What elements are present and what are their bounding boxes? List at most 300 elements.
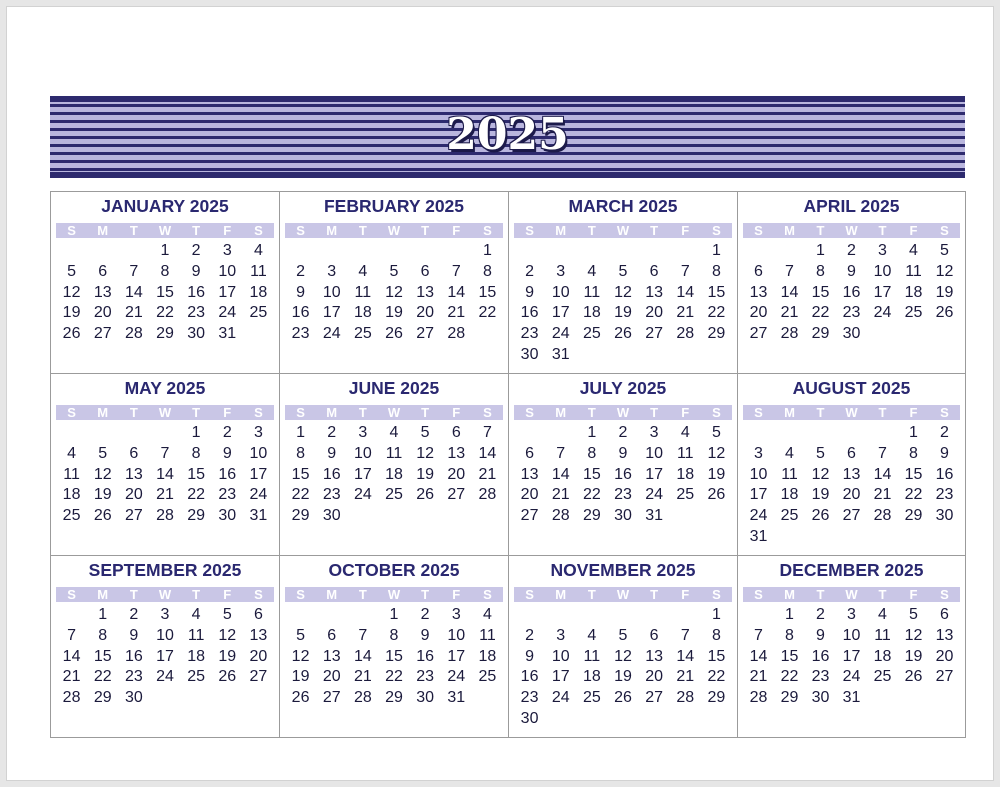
- day-number: 29: [93, 689, 112, 707]
- weekday-header: [514, 223, 732, 238]
- weekday-label: S: [525, 405, 534, 420]
- day-number: 14: [62, 647, 81, 665]
- day-number: 30: [614, 507, 632, 525]
- day-number: 22: [811, 304, 830, 322]
- day-number: 12: [935, 262, 954, 280]
- day-grid: [514, 423, 732, 527]
- day-number: 12: [218, 626, 237, 644]
- weekday-label: F: [452, 405, 461, 420]
- day-number: 2: [816, 606, 825, 623]
- day-number: 1: [587, 424, 597, 441]
- day-number: 2: [525, 262, 535, 280]
- day-grid: [56, 241, 274, 345]
- day-number: 20: [322, 668, 341, 686]
- day-number: 24: [249, 486, 268, 504]
- day-number: 16: [935, 465, 954, 483]
- empty-day: [347, 241, 378, 262]
- empty-day: [285, 605, 316, 626]
- weekday-label: S: [296, 405, 305, 420]
- day-number: 28: [676, 325, 695, 343]
- day-number: 8: [711, 626, 721, 644]
- day-number: 14: [551, 465, 570, 483]
- day-number: 17: [447, 647, 466, 665]
- year-title: 2025: [446, 109, 569, 160]
- weekday-label: T: [129, 405, 138, 420]
- month-title: APRIL 2025: [803, 196, 900, 216]
- empty-day: [347, 605, 378, 626]
- day-number: 1: [711, 606, 721, 623]
- empty-day: [441, 241, 472, 262]
- day-number: 28: [551, 507, 570, 525]
- day-number: 7: [482, 424, 492, 441]
- month-panel: [51, 556, 280, 738]
- day-number: 18: [676, 465, 695, 483]
- day-number: 28: [780, 325, 799, 343]
- day-number: 8: [389, 626, 399, 644]
- weekday-label: S: [940, 223, 949, 238]
- empty-day: [56, 423, 87, 444]
- day-number: 13: [645, 647, 664, 665]
- day-number: 23: [218, 486, 237, 504]
- day-number: 12: [416, 444, 435, 462]
- day-number: 9: [191, 262, 201, 280]
- day-number: 7: [785, 262, 794, 280]
- weekday-label: W: [158, 405, 172, 420]
- day-number: 21: [551, 486, 570, 504]
- month-panel: [280, 374, 509, 556]
- day-number: 4: [587, 626, 597, 644]
- day-number: 20: [842, 486, 861, 504]
- weekday-label: T: [421, 587, 430, 602]
- day-number: 22: [478, 304, 497, 322]
- day-number: 21: [873, 486, 892, 504]
- day-number: 3: [847, 606, 856, 623]
- empty-day: [545, 241, 576, 262]
- weekday-label: S: [525, 587, 534, 602]
- day-number: 15: [904, 465, 923, 483]
- day-number: 8: [98, 626, 108, 644]
- day-number: 4: [253, 242, 263, 259]
- month-title: AUGUST 2025: [792, 378, 911, 398]
- day-number: 28: [478, 486, 497, 504]
- day-number: 6: [327, 626, 337, 644]
- day-number: 24: [873, 304, 892, 322]
- weekday-label: W: [387, 587, 401, 602]
- day-number: 3: [451, 606, 461, 623]
- day-number: 17: [353, 465, 372, 483]
- day-number: 15: [811, 283, 830, 301]
- empty-day: [316, 241, 347, 262]
- day-number: 23: [520, 325, 539, 343]
- day-number: 22: [385, 668, 403, 686]
- day-number: 18: [873, 647, 892, 665]
- day-number: 25: [582, 325, 601, 343]
- weekday-label: F: [909, 587, 918, 602]
- day-number: 31: [842, 689, 861, 707]
- empty-day: [514, 423, 545, 444]
- day-number: 5: [940, 242, 949, 259]
- day-number: 8: [160, 262, 170, 280]
- day-number: 8: [587, 444, 597, 462]
- day-number: 10: [551, 283, 570, 301]
- day-number: 14: [156, 465, 174, 483]
- weekday-label: T: [192, 223, 201, 238]
- day-number: 17: [842, 647, 861, 665]
- empty-day: [149, 423, 180, 444]
- day-number: 2: [847, 242, 856, 259]
- day-number: 3: [222, 242, 232, 259]
- day-number: 9: [847, 262, 856, 280]
- weekday-header: [285, 587, 503, 602]
- day-number: 19: [93, 486, 112, 504]
- day-number: 2: [940, 424, 949, 441]
- day-number: 14: [676, 283, 695, 301]
- day-number: 20: [416, 304, 435, 322]
- weekday-label: M: [97, 405, 109, 420]
- day-number: 5: [389, 262, 399, 280]
- day-number: 29: [707, 325, 726, 343]
- weekday-label: W: [845, 223, 858, 238]
- day-number: 15: [582, 465, 601, 483]
- day-number: 5: [618, 626, 628, 644]
- day-number: 23: [291, 325, 310, 343]
- day-number: 18: [582, 668, 601, 686]
- weekday-label: W: [845, 587, 858, 602]
- day-number: 26: [904, 668, 923, 686]
- weekday-label: F: [909, 405, 918, 420]
- day-number: 17: [322, 304, 341, 322]
- day-number: 19: [935, 283, 954, 301]
- day-number: 15: [156, 283, 174, 301]
- day-number: 24: [156, 668, 174, 686]
- day-number: 7: [160, 444, 170, 462]
- day-number: 9: [525, 283, 535, 301]
- day-number: 7: [556, 444, 566, 462]
- day-number: 21: [780, 304, 799, 322]
- day-number: 27: [520, 507, 539, 525]
- day-number: 5: [420, 424, 430, 441]
- month-title: SEPTEMBER 2025: [88, 560, 242, 580]
- day-number: 7: [129, 262, 139, 280]
- day-number: 6: [754, 262, 763, 280]
- day-number: 24: [353, 486, 372, 504]
- day-number: 3: [556, 626, 566, 644]
- day-number: 28: [749, 689, 768, 707]
- day-number: 30: [520, 709, 539, 727]
- day-number: 30: [811, 689, 830, 707]
- weekday-label: T: [192, 405, 201, 420]
- day-number: 11: [385, 444, 403, 462]
- day-number: 4: [909, 242, 918, 259]
- day-number: 5: [296, 626, 306, 644]
- day-number: 26: [707, 486, 726, 504]
- day-number: 25: [904, 304, 923, 322]
- empty-day: [670, 605, 701, 626]
- day-number: 24: [447, 668, 466, 686]
- month-panel: [738, 374, 966, 556]
- day-number: 11: [250, 262, 267, 280]
- day-number: 13: [645, 283, 664, 301]
- day-number: 19: [614, 304, 632, 322]
- day-number: 9: [618, 444, 628, 462]
- weekday-label: T: [650, 223, 659, 238]
- weekday-label: S: [67, 223, 76, 238]
- day-number: 11: [187, 626, 205, 644]
- weekday-label: M: [326, 587, 338, 602]
- day-number: 9: [525, 647, 535, 665]
- day-number: 10: [645, 444, 664, 462]
- day-number: 10: [156, 626, 174, 644]
- day-grid: [743, 605, 960, 709]
- weekday-label: S: [296, 587, 305, 602]
- empty-day: [285, 241, 316, 262]
- day-number: 31: [551, 345, 570, 363]
- day-number: 19: [707, 465, 726, 483]
- day-number: 20: [447, 465, 466, 483]
- day-number: 17: [645, 465, 664, 483]
- weekday-header: [514, 587, 732, 602]
- day-number: 9: [296, 283, 306, 301]
- empty-day: [607, 241, 638, 262]
- weekday-label: F: [681, 223, 690, 238]
- weekday-label: S: [754, 223, 763, 238]
- day-grid: [514, 241, 732, 366]
- day-number: 21: [447, 304, 466, 322]
- month-title: JULY 2025: [579, 378, 667, 398]
- day-number: 2: [129, 606, 139, 623]
- empty-day: [743, 423, 774, 444]
- weekday-header: [743, 587, 960, 602]
- day-number: 6: [940, 606, 949, 623]
- day-number: 26: [218, 668, 237, 686]
- day-number: 12: [291, 647, 310, 665]
- weekday-label: W: [158, 587, 172, 602]
- day-number: 29: [187, 507, 206, 525]
- day-number: 5: [711, 424, 721, 441]
- weekday-header: [285, 405, 503, 420]
- day-number: 24: [218, 304, 237, 322]
- day-number: 25: [582, 689, 601, 707]
- day-number: 10: [749, 465, 768, 483]
- day-number: 1: [191, 424, 201, 441]
- day-grid: [743, 423, 960, 548]
- day-number: 21: [124, 304, 143, 322]
- day-number: 3: [327, 262, 337, 280]
- day-number: 11: [479, 626, 496, 644]
- weekday-label: S: [254, 405, 263, 420]
- day-number: 24: [551, 689, 570, 707]
- day-number: 28: [62, 689, 81, 707]
- day-number: 2: [618, 424, 628, 441]
- weekday-label: S: [712, 587, 721, 602]
- weekday-label: F: [223, 405, 232, 420]
- day-number: 1: [482, 242, 492, 259]
- day-number: 28: [156, 507, 174, 525]
- weekday-label: S: [483, 587, 492, 602]
- day-number: 31: [447, 689, 466, 707]
- empty-day: [514, 241, 545, 262]
- day-number: 14: [873, 465, 892, 483]
- day-number: 6: [525, 444, 535, 462]
- weekday-label: T: [878, 405, 887, 420]
- day-number: 20: [520, 486, 539, 504]
- day-number: 4: [191, 606, 201, 623]
- day-number: 25: [676, 486, 695, 504]
- day-number: 28: [873, 507, 892, 525]
- day-number: 27: [124, 507, 143, 525]
- day-number: 8: [482, 262, 492, 280]
- day-number: 19: [416, 465, 435, 483]
- day-number: 21: [676, 668, 695, 686]
- day-number: 15: [780, 647, 799, 665]
- day-number: 16: [520, 668, 539, 686]
- weekday-label: S: [712, 405, 721, 420]
- day-number: 14: [676, 647, 695, 665]
- weekday-label: M: [555, 587, 567, 602]
- day-number: 7: [680, 262, 690, 280]
- day-number: 15: [385, 647, 403, 665]
- day-number: 25: [478, 668, 497, 686]
- day-number: 26: [614, 689, 632, 707]
- empty-day: [576, 605, 607, 626]
- day-number: 16: [520, 304, 539, 322]
- day-number: 18: [353, 304, 372, 322]
- day-number: 11: [676, 444, 694, 462]
- day-number: 20: [935, 647, 954, 665]
- weekday-label: S: [525, 223, 534, 238]
- day-grid: [743, 241, 960, 345]
- day-number: 10: [322, 283, 341, 301]
- day-number: 29: [582, 507, 601, 525]
- day-number: 24: [842, 668, 861, 686]
- day-number: 20: [645, 304, 664, 322]
- day-number: 22: [707, 304, 726, 322]
- day-number: 19: [811, 486, 830, 504]
- day-number: 19: [904, 647, 923, 665]
- day-number: 11: [874, 626, 891, 644]
- day-number: 17: [749, 486, 768, 504]
- day-number: 25: [187, 668, 206, 686]
- day-number: 14: [124, 283, 143, 301]
- day-number: 9: [129, 626, 139, 644]
- month-title: MARCH 2025: [568, 196, 678, 216]
- empty-day: [805, 423, 836, 444]
- weekday-label: M: [784, 587, 795, 602]
- day-number: 6: [649, 262, 659, 280]
- weekday-header: [743, 405, 960, 420]
- weekday-label: T: [129, 223, 138, 238]
- day-number: 8: [785, 626, 794, 644]
- day-number: 6: [98, 262, 108, 280]
- empty-day: [410, 241, 441, 262]
- day-number: 11: [905, 262, 922, 280]
- weekday-label: T: [421, 405, 430, 420]
- day-number: 18: [249, 283, 268, 301]
- month-panel: [509, 374, 738, 556]
- day-number: 4: [878, 606, 887, 623]
- day-number: 27: [842, 507, 861, 525]
- day-number: 21: [353, 668, 372, 686]
- empty-day: [545, 423, 576, 444]
- month-panel: [509, 556, 738, 738]
- day-number: 4: [785, 444, 794, 462]
- weekday-label: S: [940, 587, 949, 602]
- day-number: 7: [754, 626, 763, 644]
- day-number: 30: [935, 507, 954, 525]
- day-number: 4: [67, 444, 77, 462]
- day-number: 18: [478, 647, 497, 665]
- day-number: 28: [676, 689, 695, 707]
- empty-day: [514, 605, 545, 626]
- year-banner: [50, 96, 965, 178]
- day-number: 25: [249, 304, 268, 322]
- weekday-label: T: [878, 587, 887, 602]
- day-number: 16: [614, 465, 632, 483]
- day-number: 18: [904, 283, 923, 301]
- weekday-label: W: [845, 405, 858, 420]
- weekday-label: S: [254, 223, 263, 238]
- day-number: 9: [222, 444, 232, 462]
- empty-day: [867, 423, 898, 444]
- day-number: 21: [676, 304, 695, 322]
- day-number: 22: [707, 668, 726, 686]
- weekday-label: M: [326, 223, 338, 238]
- day-number: 26: [62, 325, 81, 343]
- day-number: 22: [291, 486, 310, 504]
- day-number: 1: [160, 242, 170, 259]
- empty-day: [670, 241, 701, 262]
- day-number: 27: [447, 486, 466, 504]
- day-number: 30: [416, 689, 435, 707]
- month-panel: [280, 192, 509, 374]
- day-number: 12: [385, 283, 403, 301]
- weekday-label: W: [387, 405, 401, 420]
- weekday-header: [514, 405, 732, 420]
- weekday-header: [56, 223, 274, 238]
- weekday-label: S: [754, 587, 763, 602]
- day-number: 10: [249, 444, 268, 462]
- day-number: 13: [249, 626, 268, 644]
- day-number: 26: [416, 486, 435, 504]
- weekday-label: W: [616, 223, 630, 238]
- weekday-label: S: [67, 405, 76, 420]
- day-number: 22: [187, 486, 206, 504]
- day-number: 21: [478, 465, 497, 483]
- day-number: 23: [614, 486, 632, 504]
- weekday-label: F: [452, 223, 461, 238]
- day-number: 20: [749, 304, 768, 322]
- day-number: 18: [62, 486, 81, 504]
- day-number: 1: [98, 606, 108, 623]
- weekday-header: [56, 405, 274, 420]
- weekday-label: S: [67, 587, 76, 602]
- day-number: 7: [358, 626, 368, 644]
- day-number: 5: [222, 606, 232, 623]
- day-number: 1: [711, 242, 721, 259]
- day-number: 30: [218, 507, 237, 525]
- weekday-label: T: [358, 223, 367, 238]
- weekday-header: [743, 223, 960, 238]
- weekday-label: T: [358, 587, 367, 602]
- day-number: 5: [816, 444, 825, 462]
- day-number: 23: [842, 304, 861, 322]
- month-title: MAY 2025: [124, 378, 206, 398]
- day-number: 21: [749, 668, 768, 686]
- day-number: 22: [904, 486, 923, 504]
- day-number: 18: [780, 486, 799, 504]
- day-number: 11: [63, 465, 80, 483]
- month-panel: [280, 556, 509, 738]
